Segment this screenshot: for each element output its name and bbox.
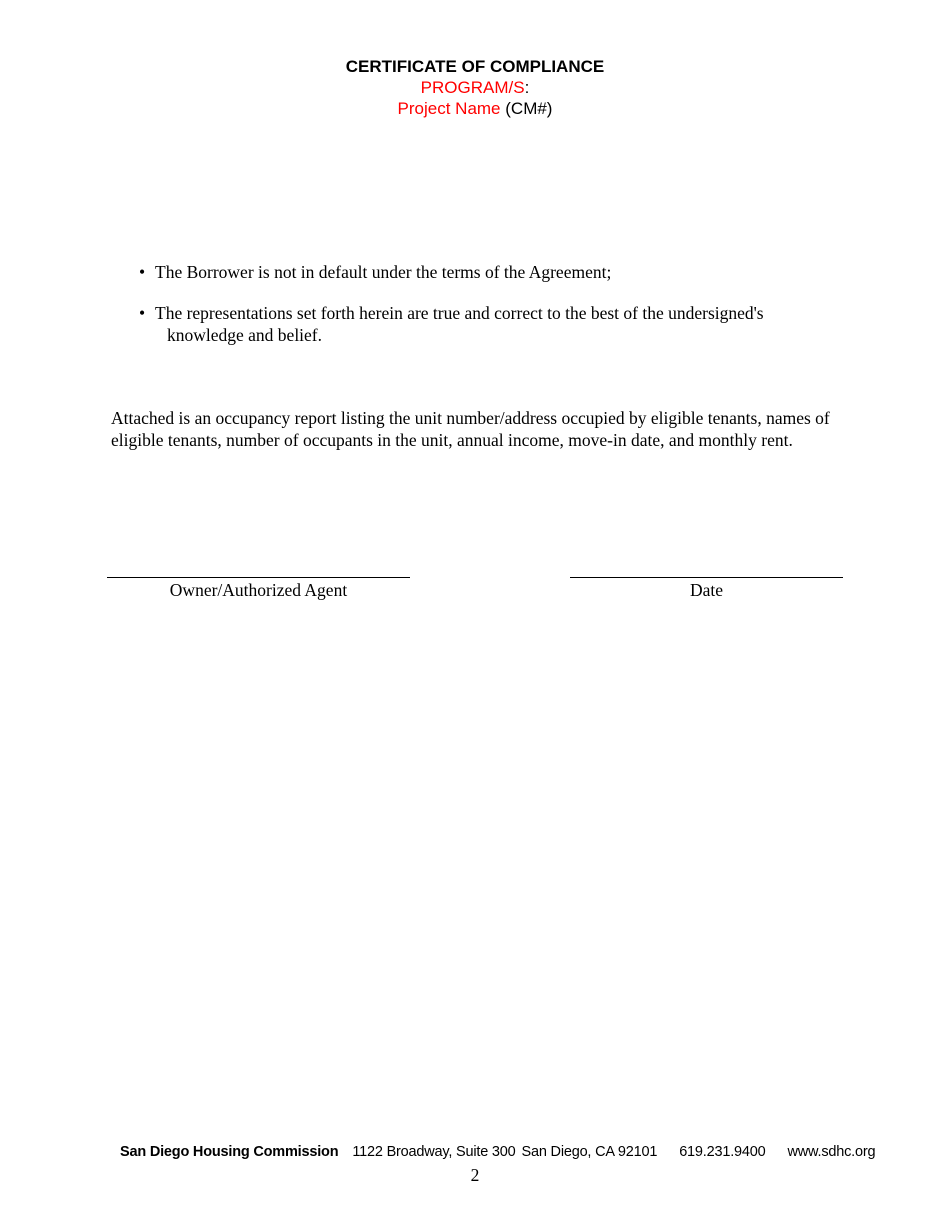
bullet-text: The Borrower is not in default under the terms of the Agreement; [155,262,612,282]
bullet-text-line1: The representations set forth herein are true and correct to the best of the undersigned's [155,303,764,323]
owner-signature-label: Owner/Authorized Agent [169,580,348,600]
program-colon: : [524,78,530,97]
document-header [0,56,950,119]
list-item [139,261,839,283]
footer-phone: 619.231.9400 [679,1144,766,1160]
page-footer [120,1142,876,1162]
bullet-list [139,261,839,365]
program-line [0,77,950,98]
project-line [0,98,950,119]
page-number: 2 [470,1165,480,1185]
list-item [139,302,839,346]
occupancy-paragraph: Attached is an occupancy report listing the unit number/address occupied by eligible tenants, names of eligible tenants, number of occupants in the unit, annual income, move-in date, and monthly rent. [111,408,830,450]
footer-website: www.sdhc.org [787,1144,876,1160]
document-title: CERTIFICATE OF COMPLIANCE [345,57,605,76]
bullet-text-line2: knowledge and belief. [167,325,323,345]
footer-organization: San Diego Housing Commission [120,1144,339,1160]
footer-address: 1122 Broadway, Suite 300 [352,1144,516,1160]
bullet-icon: • [139,303,146,323]
program-label: PROGRAM/S [420,78,525,97]
project-code: (CM#) [505,99,553,118]
date-signature-label: Date [689,580,724,600]
bullet-icon: • [139,262,146,282]
footer-city: San Diego, CA 92101 [521,1144,658,1160]
date-signature-line [570,577,843,578]
owner-signature-line [107,577,410,578]
project-name: Project Name [397,99,501,118]
